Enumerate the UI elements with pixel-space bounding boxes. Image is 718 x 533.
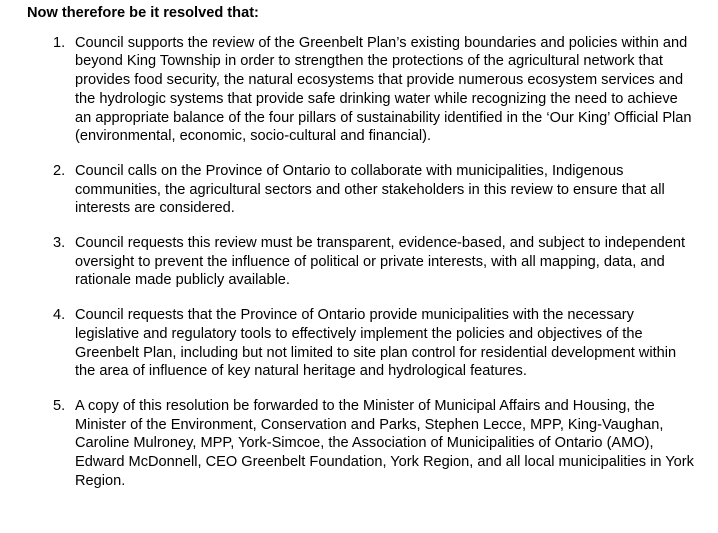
resolution-list [27, 34, 697, 491]
list-item [53, 34, 697, 146]
list-item-number: 3. [53, 235, 66, 252]
list-item-number: 5. [53, 397, 66, 414]
list-item-text: A copy of this resolution be forwarded to the Minister of Municipal Affairs and Housing, the Minister of the Environment, Conservation and Parks, Stephen Lecce, MPP, King-Vaughan, Caroline Mulroney, MPP, York-Simcoe, the Association of Municipalities of Ontario (AMO), Edward McDonnell, CEO Greenbelt Foundation, York Region, and all local municipalities in York Region. [75, 397, 694, 489]
list-item-number: 4. [53, 307, 66, 324]
list-item [53, 162, 697, 218]
list-item [53, 234, 697, 290]
list-item-text: Council supports the review of the Greenbelt Plan’s existing boundaries and policies within and beyond King Township in order to strengthen the protections of the agricultural network that provides food security, the natural ecosystems that provide numerous ecosystem services and the hydrologic systems that provide safe drinking water while recognizing the need to achieve an appropriate balance of the four pillars of sustainability identified in the ‘Our King’ Official Plan (environmental, economic, socio-cultural and financial). [75, 34, 692, 145]
list-item-number: 1. [53, 34, 66, 51]
list-item-text: Council requests this review must be transparent, evidence-based, and subject to independent oversight to prevent the influence of political or private interests, with all mapping, data, and rationale made publicly available. [75, 235, 686, 289]
resolution-heading: Now therefore be it resolved that: [27, 5, 259, 21]
list-item [53, 397, 697, 491]
list-item-text: Council requests that the Province of Ontario provide municipalities with the necessary legislative and regulatory tools to effectively implement the policies and objectives of the Greenbelt Plan, including but not limited to site plan control for residential development within the area of influence of key natural heritage and hydrological features. [75, 307, 677, 380]
list-item-number: 2. [53, 162, 66, 179]
list-item [53, 306, 697, 381]
list-item-text: Council calls on the Province of Ontario to collaborate with municipalities, Indigenous communities, the agricultural sectors and other stakeholders in this review to ensure that all interests are considered. [75, 162, 665, 217]
